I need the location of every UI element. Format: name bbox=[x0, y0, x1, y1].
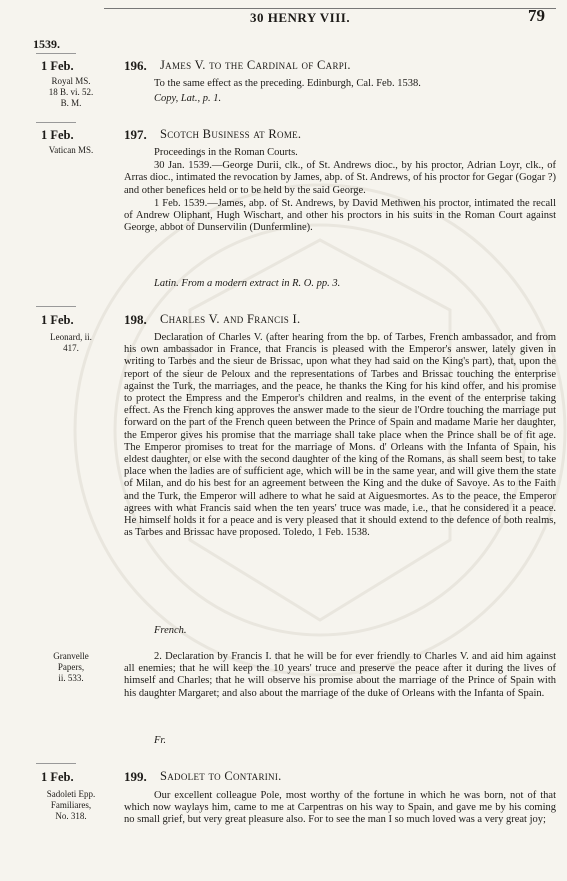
entry-body bbox=[124, 147, 556, 234]
entry-number: 196. bbox=[124, 58, 147, 73]
entry-note: French. bbox=[154, 625, 187, 636]
entry-date: 1 Feb. bbox=[41, 313, 74, 327]
entry-date: 1 Feb. bbox=[41, 128, 74, 142]
entry-paragraph: To the same effect as the preceding. Edinburgh, Cal. Feb. 1538. bbox=[154, 78, 421, 89]
entry-title: Charles V. and Francis I. bbox=[160, 312, 301, 326]
header-rule bbox=[104, 8, 556, 9]
entry-body bbox=[124, 790, 556, 827]
entry-source: Sadoleti Epp. Familiares, No. 318. bbox=[46, 789, 96, 821]
entry-note: Latin. From a modern extract in R. O. pp. 3. bbox=[154, 278, 341, 289]
entry-title: James V. to the Cardinal of Carpi. bbox=[160, 58, 351, 72]
entry-body bbox=[124, 332, 556, 539]
entry-source: Leonard, ii. 417. bbox=[50, 332, 92, 353]
running-head: 30 HENRY VIII. bbox=[250, 10, 351, 25]
entry-paragraph: Declaration of Charles V. (after hearing from the bp. of Tarbes, French ambassador, and from his own ambassador in France, that Francis is pleased with the Emperor's answer, lately given in writing to Tarbes and the sieur de Brissac, upon what they had said on the King's part), that, upon the report of the sieur de Peloux and the representations of Tarbes and Brissac touching the enterprise against the Turk, the marriages, and the peace, he thanks the King for his kind offer, and his promise to protect the Empress and the Emperor's children and realms, in the event of the enterprise taking effect. As the French king approves the answer made to the sieur de l'Ordre touching the marriage put forward on the part of the French queen between the Prince of Spain and madame Marie her daughter, the Emperor gives his promise that the marriage shall take place when the Prince shall be of fit age. The Emperor promises to treat for the marriage of Mons. d' Orleans with the Infanta of Spain, his eldest daughter, or else with the second daughter of the king of the Romans, as shall seem best, to take place when the ladies are of sufficient age, which will be in the same year, and will give them the state of Milan, and do his best for an agreement between the King and the duke of Savoye. As to the Faith and the Turk, the Emperor will adhere to what he said at Aiguesmortes. As to the peace, the Emperor agrees with what Francis said when the ten years' truce was made, i.e., that he considered it a peace. He himself holds it for a peace and is very pleased that it should extend to the defence of both realms, as Tarbes and Brissac have proposed. Toledo, 1 Feb. 1538. bbox=[124, 332, 556, 539]
entry-sub-source: Granvelle Papers, ii. 533. bbox=[53, 651, 89, 683]
year-heading: 1539. bbox=[33, 37, 60, 51]
entry-divider bbox=[36, 122, 76, 123]
entry-number: 199. bbox=[124, 769, 147, 784]
entry-note: Copy, Lat., p. 1. bbox=[154, 93, 222, 104]
entry-paragraph: Proceedings in the Roman Courts. bbox=[154, 147, 298, 158]
entry-paragraph: 30 Jan. 1539.—George Durii, clk., of St. Andrews dioc., by his proctor, Adrian Loyr, clk., of Arras dioc., intimated the revocation by James, abp. of St. Andrews, of his proctor for Gegar (Gogar ?) and other benefices held or to be held by the said George. bbox=[124, 160, 556, 196]
entry-paragraph: Our excellent colleague Pole, most worthy of the fortune in which he was born, not of that which now waylays him, came to me at Carpentras on his way to Spain, and gave me by his coming no small grief, but very great pleasure also. For to see the man I so much loved was a very great joy; bbox=[124, 790, 556, 826]
entry-sub-note: Fr. bbox=[154, 735, 166, 746]
page-number: 79 bbox=[528, 6, 545, 25]
entry-number: 197. bbox=[124, 127, 147, 142]
entry-divider bbox=[36, 763, 76, 764]
entry-title: Scotch Business at Rome. bbox=[160, 127, 302, 141]
entry-source: Royal MS. 18 B. vi. 52. B. M. bbox=[48, 76, 94, 108]
entry-title: Sadolet to Contarini. bbox=[160, 769, 282, 783]
entry-divider bbox=[36, 306, 76, 307]
entry-number: 198. bbox=[124, 312, 147, 327]
entry-divider bbox=[36, 53, 76, 54]
entry-date: 1 Feb. bbox=[41, 770, 74, 784]
entry-paragraph: 2. Declaration by Francis I. that he will be for ever friendly to Charles V. and aid him against all enemies; that he will keep the 10 years' truce and preserve the peace after it during the lives of himself and Charles; that he will observe his promise about the marriage of the Prince of Spain with his daughter Margaret; and also about the marriage of the duke of Orleans with the Infanta of Spain. bbox=[124, 651, 556, 699]
entry-sub-body bbox=[124, 651, 556, 700]
entry-date: 1 Feb. bbox=[41, 59, 74, 73]
entry-body bbox=[124, 78, 556, 90]
entry-paragraph: 1 Feb. 1539.—James, abp. of St. Andrews, by David Methwen his proctor, intimated the recall of Andrew Oliphant, Hugh Wischart, and other his proctors in his suits in the Roman Court against George, abbot of Dunservilin (Dunfermline). bbox=[124, 197, 556, 234]
entry-source: Vatican MS. bbox=[48, 145, 94, 155]
